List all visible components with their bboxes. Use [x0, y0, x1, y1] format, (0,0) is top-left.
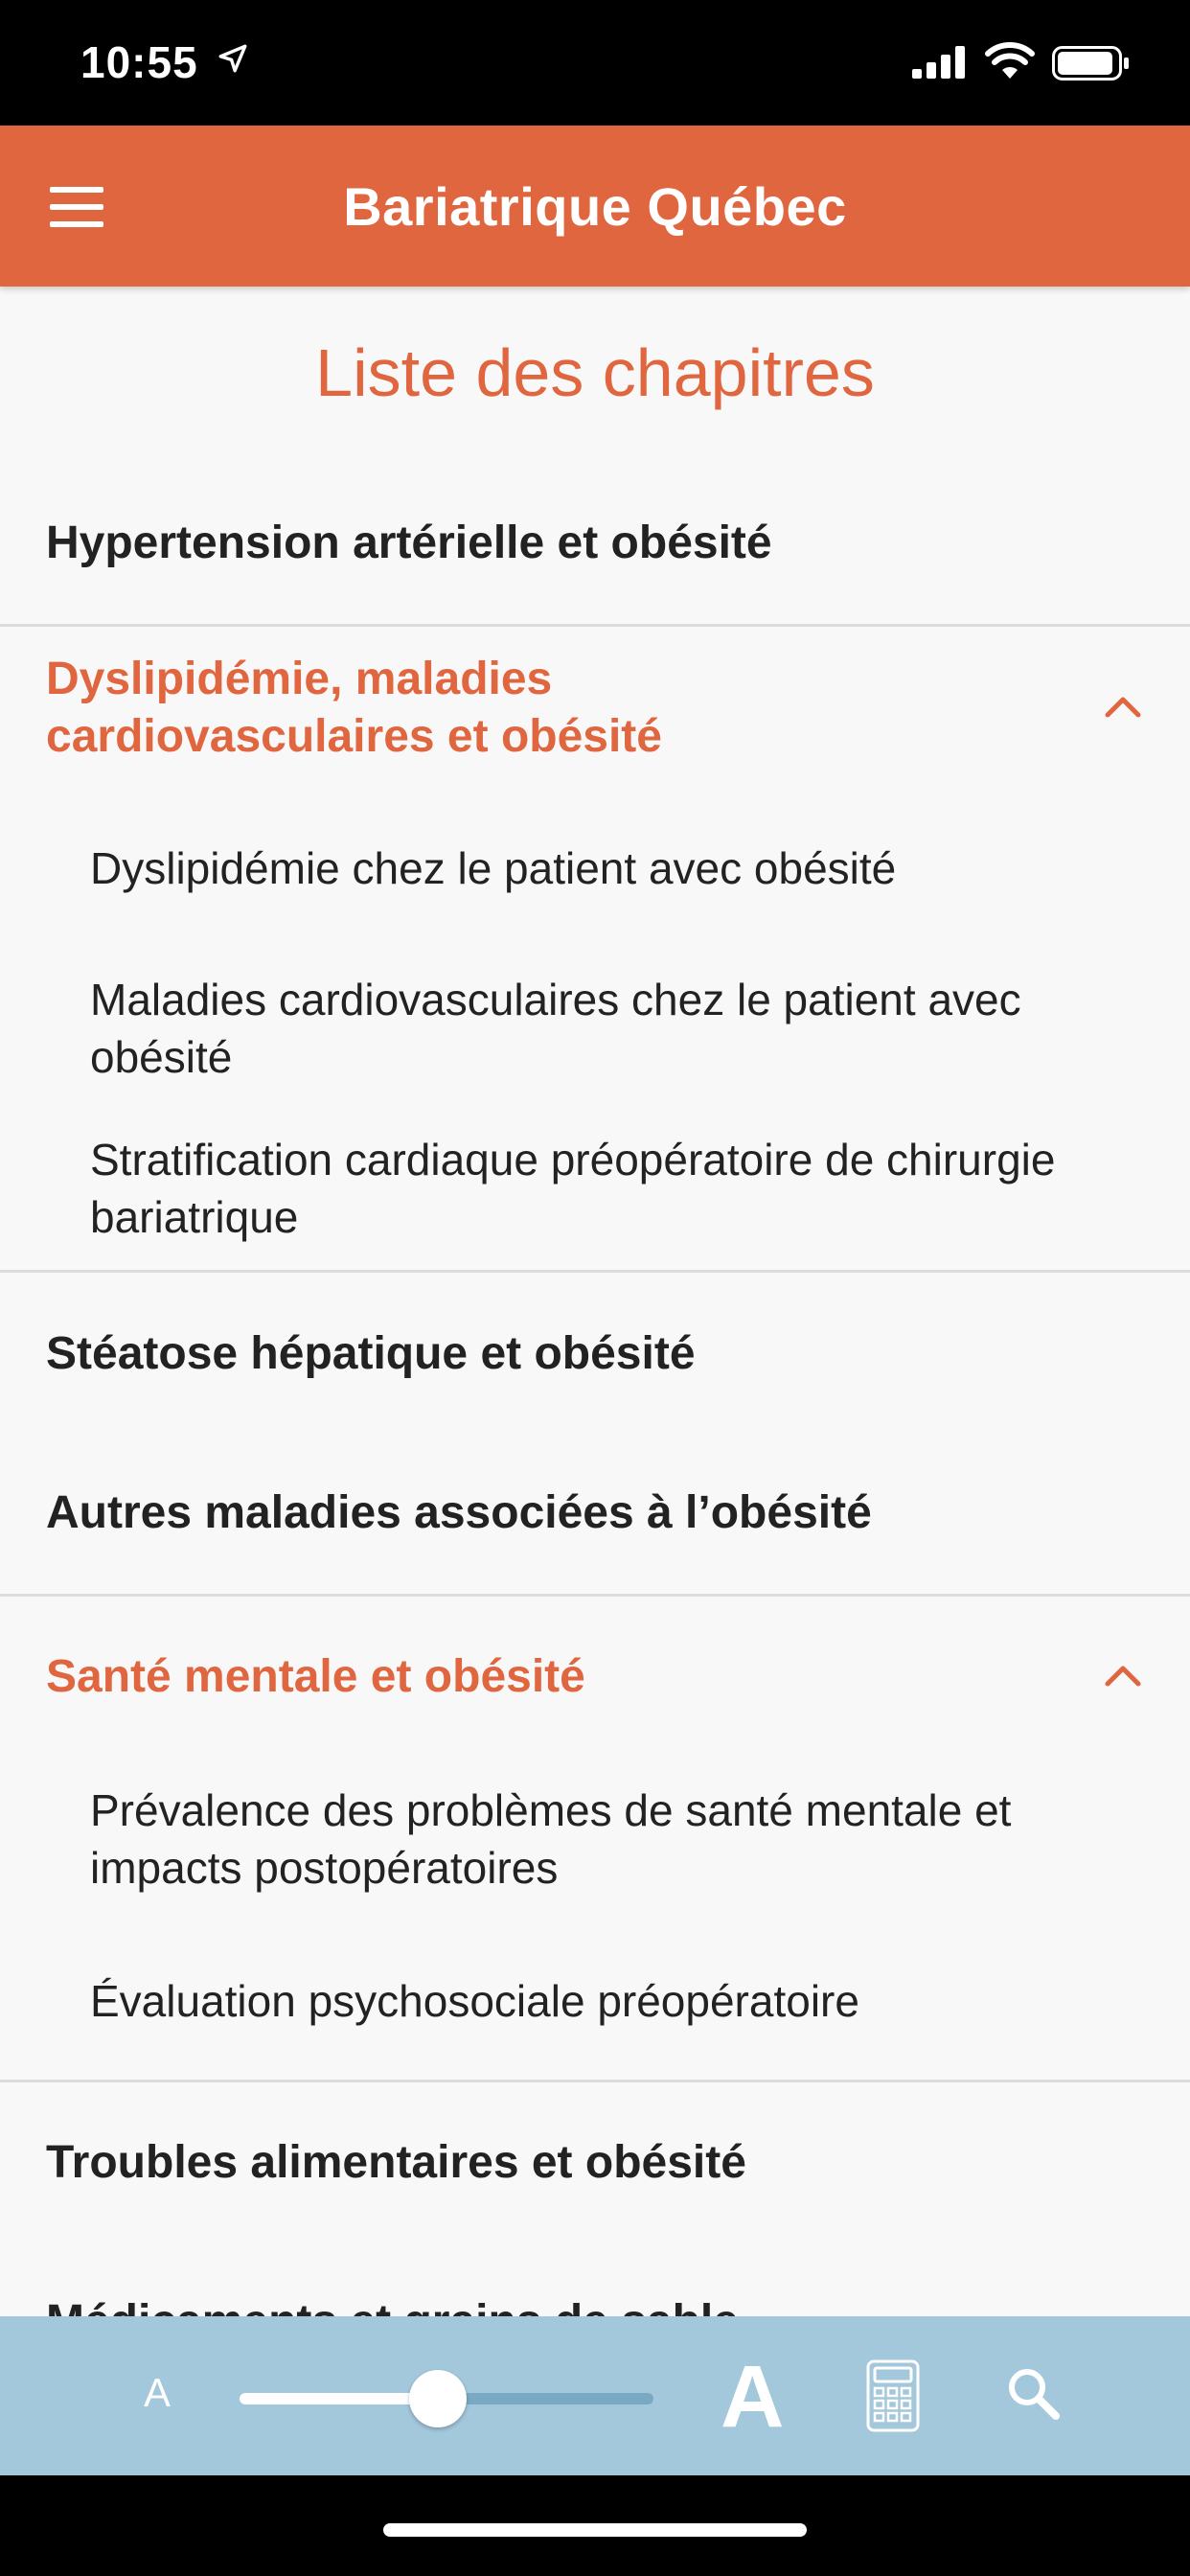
subchapter-item[interactable] [90, 1131, 1144, 1246]
subchapter-line: Maladies cardiovasculaires chez le patient avec [90, 975, 1021, 1024]
chapter-item-expanded[interactable]: Santé mentale et obésité [46, 1651, 585, 1702]
chevron-up-icon[interactable] [1102, 1655, 1144, 1697]
search-icon[interactable] [1006, 2366, 1062, 2422]
wifi-icon [985, 42, 1035, 80]
subchapter-line: Prévalence des problèmes de santé mentale et [90, 1785, 1012, 1835]
calculator-icon[interactable] [866, 2359, 920, 2432]
font-size-slider[interactable] [240, 2393, 653, 2404]
chevron-up-icon[interactable] [1102, 686, 1144, 728]
location-arrow-icon [217, 42, 249, 75]
app-bar [0, 126, 1190, 287]
chapter-item[interactable]: Stéatose hépatique et obésité [46, 1328, 696, 1379]
slider-thumb[interactable] [409, 2370, 467, 2427]
home-indicator-area [0, 2475, 1190, 2576]
subchapter-item[interactable] [90, 840, 1144, 897]
chapter-title-line: cardiovasculaires et obésité [46, 711, 662, 762]
status-time: 10:55 [80, 37, 198, 87]
subchapter-line: impacts postopératoires [90, 1843, 559, 1893]
subchapter-line: bariatrique [90, 1192, 299, 1242]
chapter-title-line: Dyslipidémie, maladies [46, 654, 553, 704]
subchapter-line: Dyslipidémie chez le patient avec obésité [90, 843, 897, 893]
subchapter-item[interactable] [90, 1782, 1144, 1897]
decrease-font-label[interactable]: A [144, 2370, 172, 2415]
divider [0, 2080, 1190, 2082]
subchapter-line: Stratification cardiaque préopératoire de chirurgie [90, 1135, 1056, 1184]
battery-icon [1052, 46, 1131, 80]
divider [0, 1270, 1190, 1273]
bottom-toolbar [0, 2316, 1190, 2475]
chapter-list [0, 287, 1190, 2316]
subchapter-line: Évaluation psychosociale préopératoire [90, 1976, 859, 2026]
divider [0, 624, 1190, 627]
chapter-item-expanded[interactable] [46, 651, 1065, 766]
subchapter-item[interactable] [90, 1972, 1144, 2030]
status-bar [0, 0, 1190, 126]
home-indicator[interactable] [383, 2523, 807, 2537]
chapter-item[interactable]: Troubles alimentaires et obésité [46, 2137, 746, 2188]
app-title: Bariatrique Québec [343, 176, 847, 237]
increase-font-label[interactable]: A [721, 2348, 785, 2446]
page-title: Liste des chapitres [315, 335, 875, 410]
subchapter-item[interactable] [90, 971, 1144, 1086]
subchapter-line: obésité [90, 1032, 233, 1082]
chapter-item[interactable]: Autres maladies associées à l’obésité [46, 1487, 872, 1538]
cellular-signal-icon [912, 46, 966, 79]
slider-fill [240, 2393, 438, 2404]
divider [0, 1594, 1190, 1597]
chapter-item[interactable]: Hypertension artérielle et obésité [46, 518, 772, 568]
